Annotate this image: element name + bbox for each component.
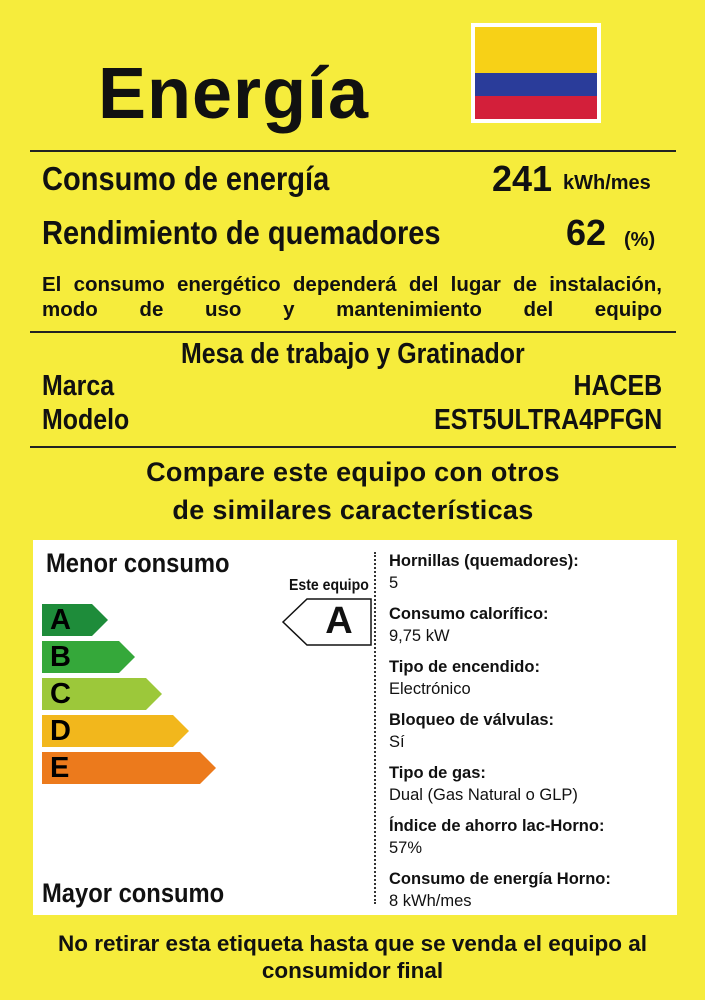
this-equipment-class: A <box>325 600 353 642</box>
model-value: EST5ULTRA4PFGN <box>433 404 662 436</box>
spec-item <box>389 656 669 709</box>
spec-key: Consumo calorífico: <box>389 605 549 623</box>
brand-value: HACEB <box>573 370 662 402</box>
label-title: Energía <box>98 54 370 134</box>
spec-value: Electrónico <box>389 680 471 698</box>
colombia-flag-icon <box>471 23 601 123</box>
efficiency-unit: (%) <box>624 229 656 251</box>
spec-item <box>389 815 669 868</box>
footer-notice: No retirar esta etiqueta hasta que se venda el equipo al consumidor final <box>58 931 647 983</box>
scale-top-label: Menor consumo <box>46 548 230 578</box>
energy-class-letter: C <box>50 678 71 710</box>
spec-key: Tipo de encendido: <box>389 658 540 676</box>
efficiency-value: 62 <box>566 212 607 253</box>
consumption-label: Consumo de energía <box>42 160 330 197</box>
spec-value: 8 kWh/mes <box>389 892 472 910</box>
compare-text: Compare este equipo con otros de similares características <box>146 457 560 525</box>
spec-item <box>389 868 669 921</box>
spec-value: Sí <box>389 733 405 751</box>
divider <box>30 150 676 152</box>
energy-class-bar-b <box>42 641 137 673</box>
model-label: Modelo <box>42 404 130 436</box>
spec-key: Hornillas (quemadores): <box>389 552 579 570</box>
spec-list <box>389 550 669 921</box>
energy-class-letter: E <box>50 752 70 784</box>
spec-key: Índice de ahorro lac-Horno: <box>389 817 605 835</box>
this-equipment-label: Este equipo <box>289 577 369 594</box>
divider <box>30 446 676 448</box>
spec-value: Dual (Gas Natural o GLP) <box>389 786 578 804</box>
spec-item <box>389 709 669 762</box>
energy-class-bar-e <box>42 752 218 784</box>
energy-class-bar-a <box>42 604 110 636</box>
efficiency-panel <box>33 540 677 915</box>
energy-class-letter: A <box>50 604 71 636</box>
brand-label: Marca <box>42 370 115 402</box>
divider <box>30 331 676 333</box>
efficiency-label: Rendimiento de quemadores <box>42 214 441 251</box>
product-type: Mesa de trabajo y Gratinador <box>181 338 525 370</box>
consumption-value: 241 <box>492 158 553 199</box>
spec-item <box>389 762 669 815</box>
scale-bottom-label: Mayor consumo <box>42 878 225 908</box>
divider <box>374 552 377 904</box>
energy-class-bar-d <box>42 715 191 747</box>
spec-item <box>389 550 669 603</box>
spec-value: 9,75 kW <box>389 627 450 645</box>
spec-key: Tipo de gas: <box>389 764 486 782</box>
energy-class-bar-c <box>42 678 164 710</box>
spec-item <box>389 603 669 656</box>
energy-class-letter: D <box>50 715 71 747</box>
energy-class-letter: B <box>50 641 71 673</box>
usage-note: El consumo energético dependerá del lugar de instalación, modo de uso y mantenimiento del equipo <box>42 273 662 321</box>
spec-value: 5 <box>389 574 399 592</box>
spec-value: 57% <box>389 839 423 857</box>
consumption-unit: kWh/mes <box>563 172 651 194</box>
spec-key: Consumo de energía Horno: <box>389 870 611 888</box>
spec-key: Bloqueo de válvulas: <box>389 711 555 729</box>
